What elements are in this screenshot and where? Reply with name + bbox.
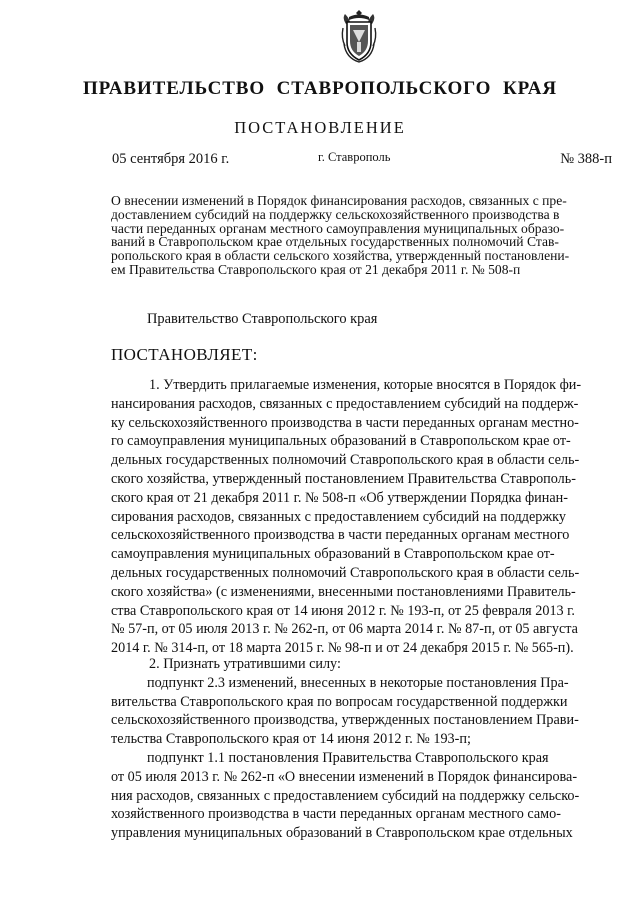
text-line: ства Ставропольского края от 14 июня 2012 г. № 193-п, от 25 февраля 2013 г. <box>111 602 575 619</box>
text-line: 2. Признать утратившими силу: <box>149 656 341 672</box>
subject-line: ем Правительства Ставропольского края от 21 декабря 2011 г. № 508-п <box>111 261 521 277</box>
text-line: дельных государственных полномочий Ставропольского края в области сель- <box>111 564 580 581</box>
text-line: подпункт 2.3 изменений, внесенных в некоторые постановления Пра- <box>147 674 569 691</box>
document-date: 05 сентября 2016 г. <box>112 151 230 167</box>
government-name: Правительство Ставропольского края <box>147 311 378 327</box>
text-line: 1. Утвердить прилагаемые изменения, которые вносятся в Порядок фи- <box>149 377 582 393</box>
document-subject <box>111 194 616 277</box>
subject-line: доставлением субсидий на поддержку сельскохозяйственного производства в <box>111 206 560 222</box>
text-line: № 57-п, от 05 июля 2013 г. № 262-п, от 06 марта 2014 г. № 87-п, от 05 августа <box>111 621 578 638</box>
paragraph-2 <box>111 655 616 843</box>
subject-line: части переданных органам местного самоуправления муниципальных образо- <box>111 220 565 236</box>
text-line: сельскохозяйственного производства, утвержденных постановлением Прави- <box>111 712 579 729</box>
text-line: 2014 г. № 314-п, от 18 марта 2015 г. № 98-п и от 24 декабря 2015 г. № 565-п). <box>111 640 574 657</box>
government-title: ПРАВИТЕЛЬСТВО СТАВРОПОЛЬСКОГО КРАЯ <box>83 78 557 99</box>
subject-line: О внесении изменений в Порядок финансирования расходов, связанных с пре- <box>111 193 567 208</box>
text-line: ку сельскохозяйственного производства в части переданных органам местно- <box>111 414 579 431</box>
text-line: ского хозяйства» (с изменениями, внесенными постановлениями Правитель- <box>111 583 576 600</box>
text-line: ния расходов, связанных с предоставлением субсидий на поддержку сельско- <box>111 787 580 804</box>
resolves-heading: ПОСТАНОВЛЯЕТ: <box>111 345 258 364</box>
text-line: сельскохозяйственного производства в части переданных органам местного <box>111 527 570 544</box>
text-line: самоуправления муниципальных образований в Ставропольском крае от- <box>111 546 555 563</box>
text-line: от 05 июля 2013 г. № 262-п «О внесении изменений в Порядок финансирова- <box>111 768 578 785</box>
text-line: тельства Ставропольского края от 14 июня 2012 г. № 193-п; <box>111 731 471 748</box>
document-type: ПОСТАНОВЛЕНИЕ <box>234 118 406 137</box>
text-line: ского хозяйства, утвержденный постановлением Правительства Ставрополь- <box>111 470 576 487</box>
text-line: сирования расходов, связанных с предоставлением субсидий на поддержку <box>111 508 566 525</box>
document-number: № 388-п <box>560 151 612 167</box>
text-line: хозяйственного производства в части переданных органам местного само- <box>111 806 561 823</box>
text-line: дельных государственных полномочий Ставропольского края в области сель- <box>111 452 580 469</box>
text-line: ского края от 21 декабря 2011 г. № 508-п «Об утверждении Порядка финан- <box>111 489 568 506</box>
text-line: вительства Ставропольского края по вопросам государственной поддержки <box>111 693 568 710</box>
subject-line: ваний в Ставропольском крае отдельных государственных полномочий Став- <box>111 234 559 250</box>
document-city: г. Ставрополь <box>318 150 391 164</box>
text-line: нансирования расходов, связанных с предоставлением субсидий на поддерж- <box>111 395 579 412</box>
paragraph-1 <box>111 376 616 658</box>
text-line: го самоуправления муниципальных образований в Ставропольском крае от- <box>111 433 571 450</box>
subject-line: ропольского края в области сельского хозяйства, утвержденный постановлени- <box>111 248 570 264</box>
text-line: подпункт 1.1 постановления Правительства Ставропольского края <box>147 749 549 766</box>
text-line: управления муниципальных образований в Ставропольском крае отдельных <box>111 825 573 842</box>
coat-of-arms-icon <box>340 8 378 64</box>
